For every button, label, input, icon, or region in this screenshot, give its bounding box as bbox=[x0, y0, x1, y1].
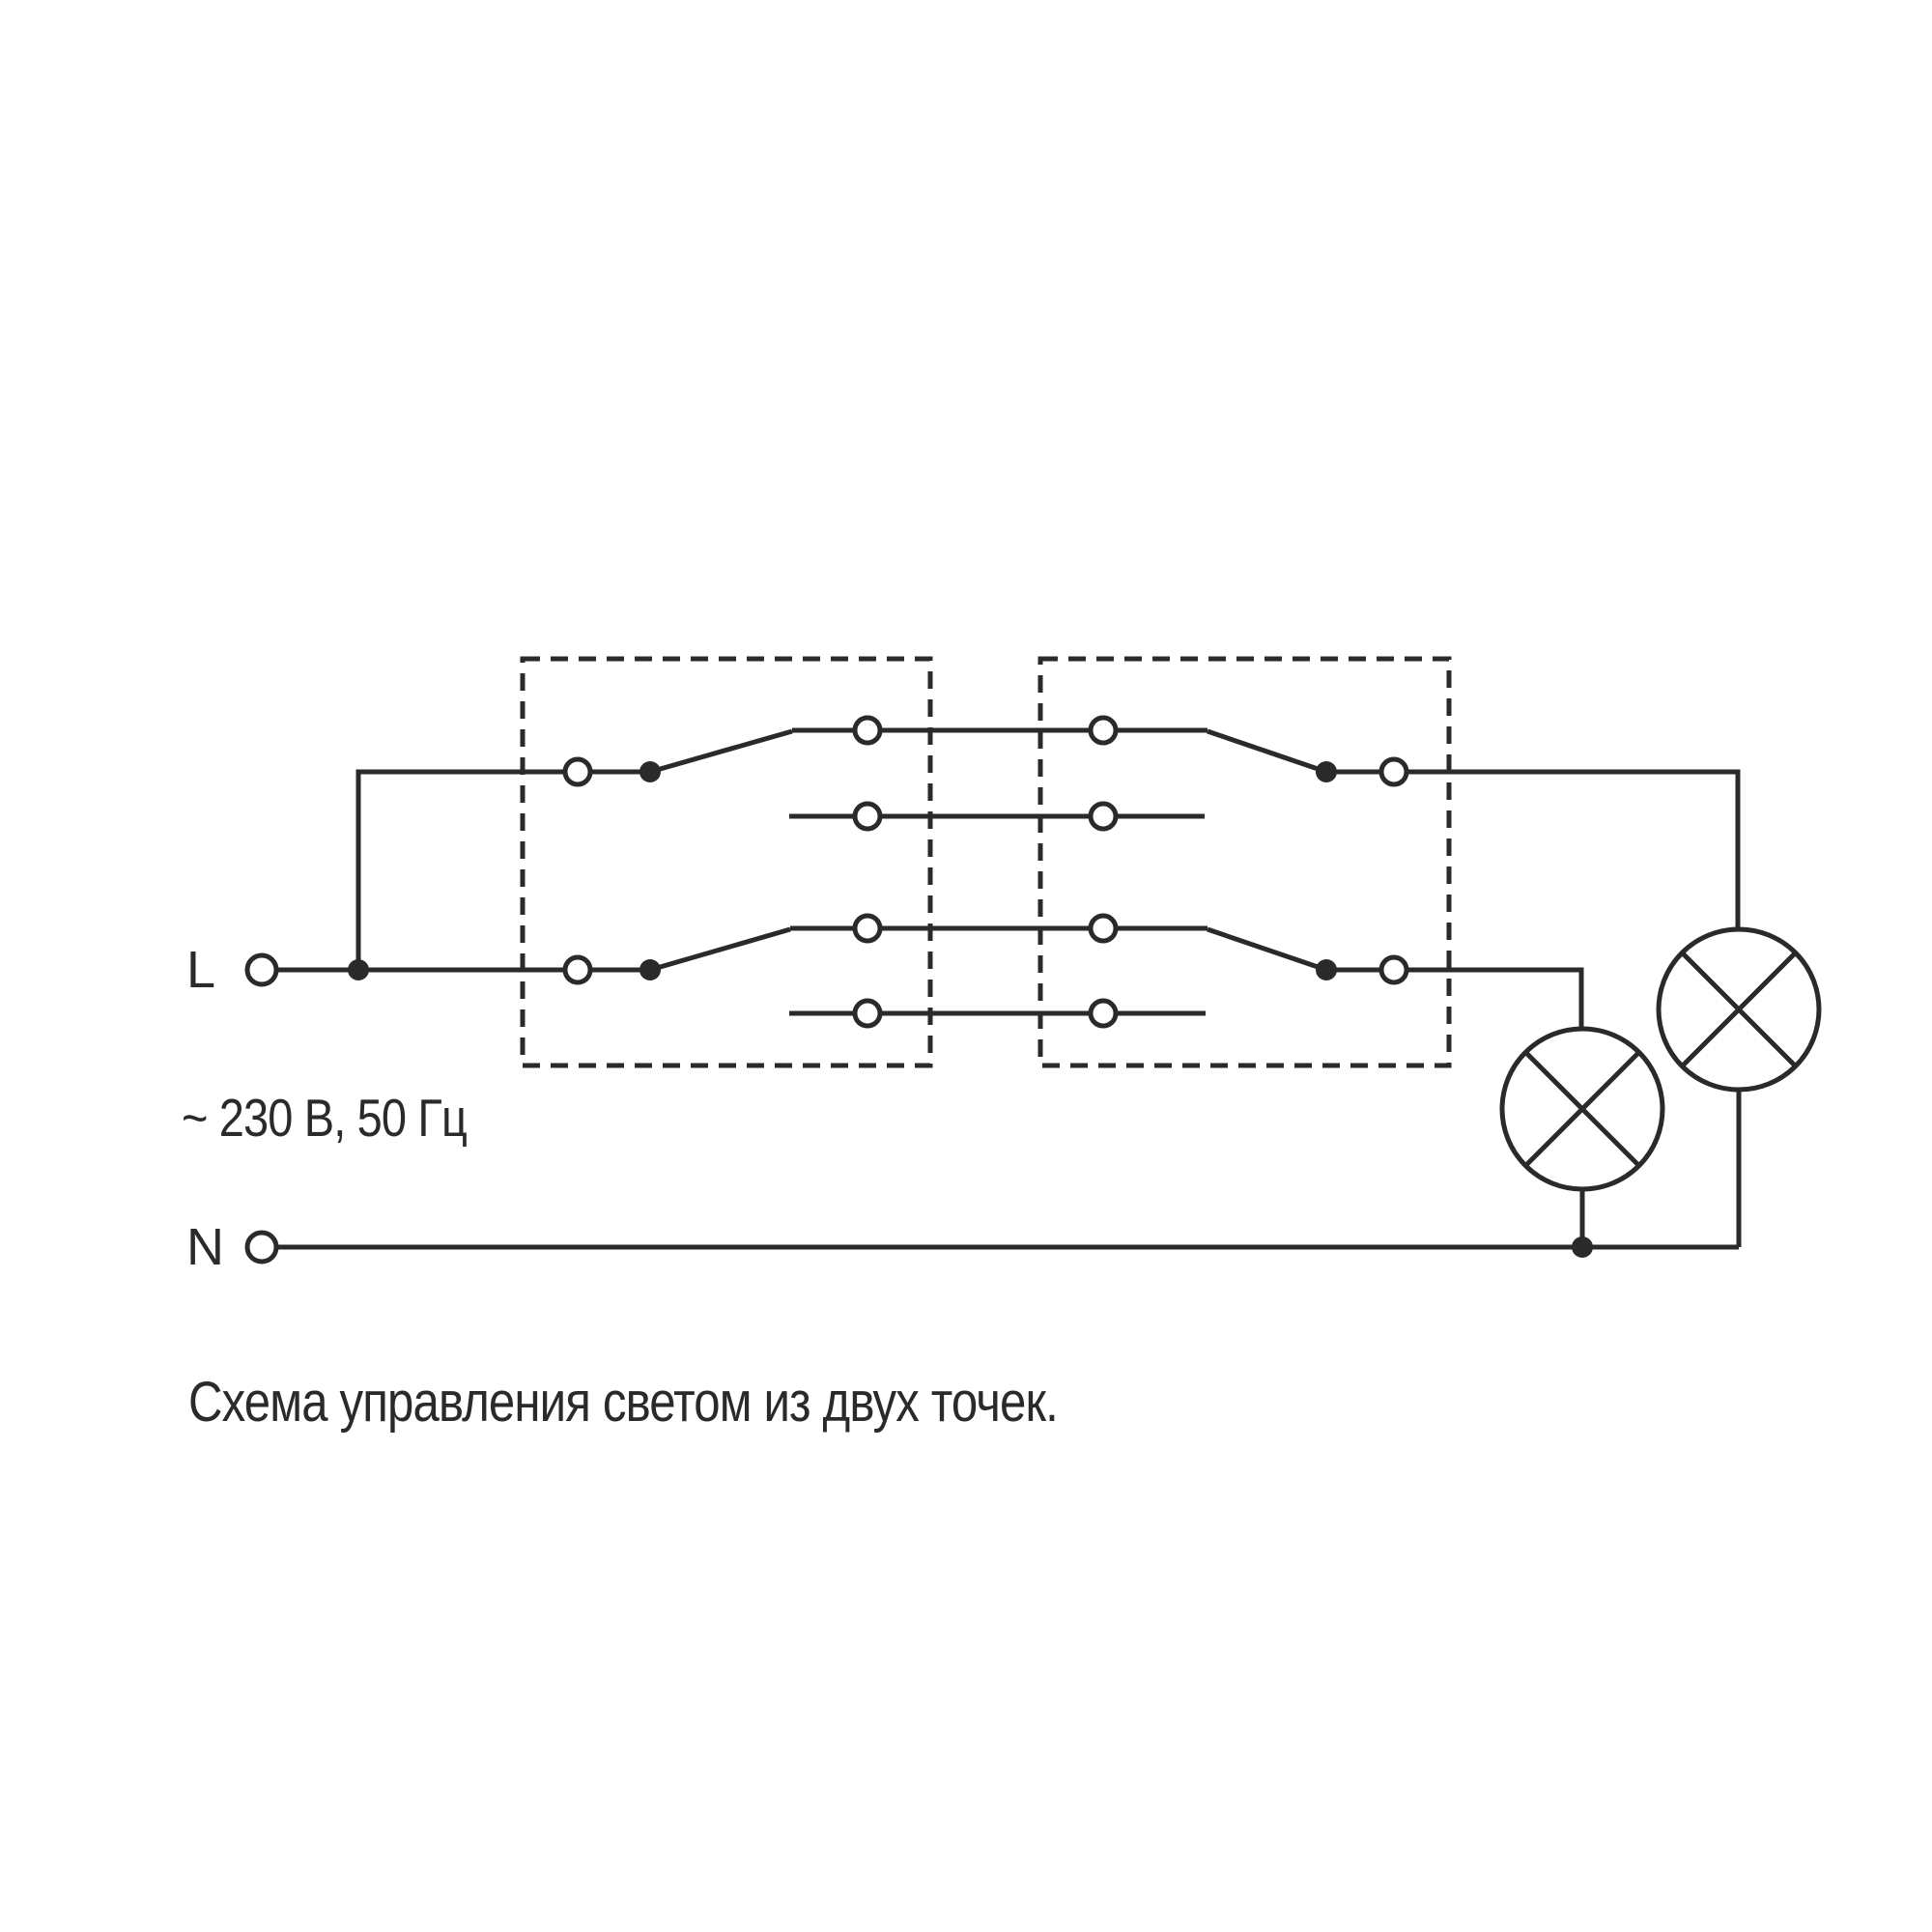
junction-left-upper-common bbox=[639, 761, 661, 782]
junctions bbox=[348, 761, 1593, 1258]
terminal-traveler4-right bbox=[1091, 1001, 1116, 1026]
lamp-2-icon bbox=[1659, 929, 1819, 1090]
switch-lever-right-lower bbox=[1208, 929, 1326, 970]
junction-right-upper-common bbox=[1316, 761, 1337, 782]
terminal-right-upper-output bbox=[1381, 759, 1406, 784]
line-terminal-label: L bbox=[186, 941, 215, 999]
wires bbox=[277, 730, 1739, 1247]
wire-live-branch bbox=[358, 772, 650, 970]
neutral-terminal-label: N bbox=[186, 1218, 223, 1276]
switch-lever-right-upper bbox=[1208, 731, 1326, 772]
terminal-traveler2-right bbox=[1091, 804, 1116, 829]
terminal-traveler1-left bbox=[855, 718, 880, 743]
wire-output-lower-to-lamp1 bbox=[1326, 970, 1581, 1030]
terminal-left-lower-input bbox=[565, 957, 590, 982]
terminal-L bbox=[247, 955, 276, 984]
junction-live-branch bbox=[348, 959, 369, 980]
junction-left-lower-common bbox=[639, 959, 661, 980]
junction-right-lower-common bbox=[1316, 959, 1337, 980]
terminal-traveler2-left bbox=[855, 804, 880, 829]
caption: Схема управления светом из двух точек. bbox=[188, 1371, 1058, 1434]
terminal-N bbox=[247, 1233, 276, 1262]
terminal-traveler3-left bbox=[855, 916, 880, 941]
wire-output-upper-to-lamp2 bbox=[1326, 772, 1738, 929]
terminal-traveler1-right bbox=[1091, 718, 1116, 743]
switch-lever-left-lower bbox=[650, 929, 790, 970]
switch-lever-left-upper bbox=[650, 731, 792, 772]
terminal-traveler3-right bbox=[1091, 916, 1116, 941]
terminal-right-lower-output bbox=[1381, 957, 1406, 982]
terminal-left-upper-input bbox=[565, 759, 590, 784]
junction-neutral-lamp1 bbox=[1572, 1236, 1593, 1258]
lamp-1-icon bbox=[1502, 1029, 1662, 1189]
terminal-traveler4-left bbox=[855, 1001, 880, 1026]
voltage-label: ~ 230 В, 50 Гц bbox=[182, 1088, 468, 1148]
terminals bbox=[247, 718, 1406, 1262]
